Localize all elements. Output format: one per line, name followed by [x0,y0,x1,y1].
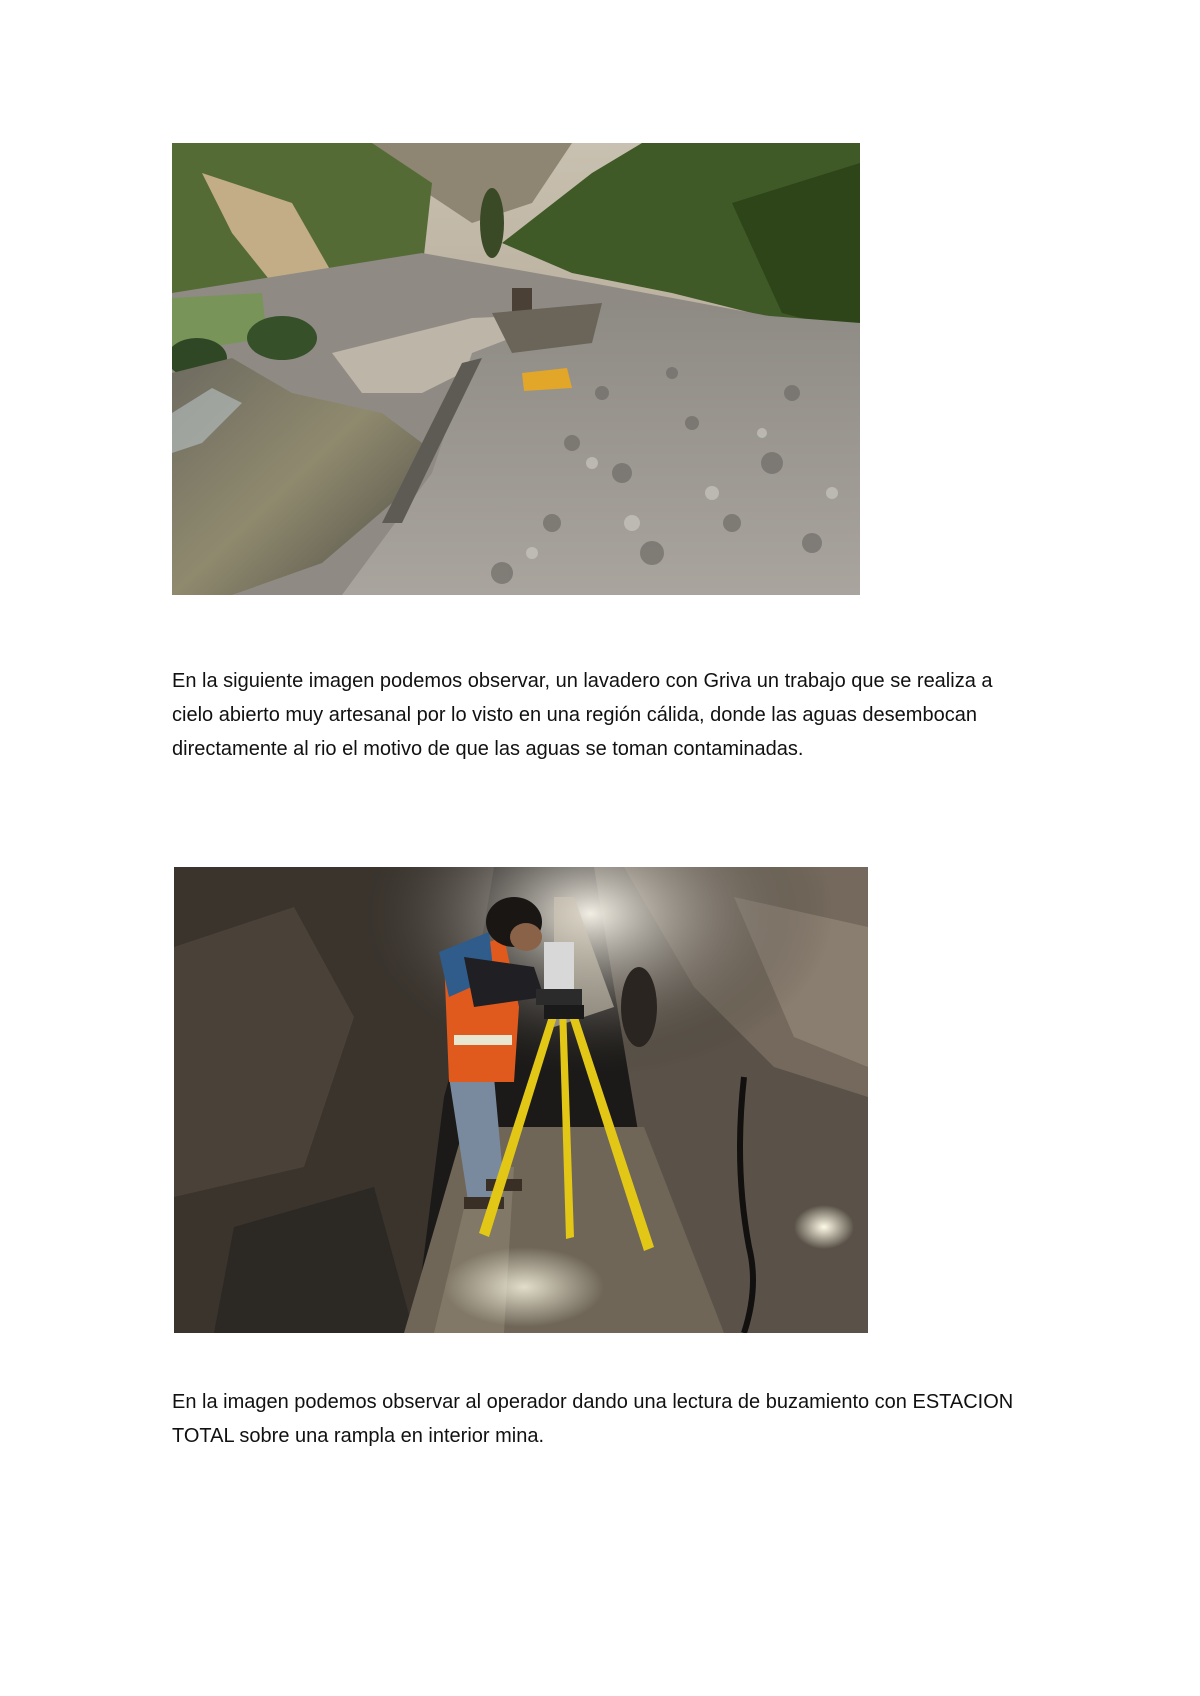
caption-first: En la siguiente imagen podemos observar, un lavadero con Griva un trabajo que se realiza a cielo abierto muy artesanal por lo visto en una región cálida, donde las aguas desembocan directamente al rio el motivo de que las aguas se toman contaminadas. [172,670,993,760]
river-valley-photo [172,143,860,595]
caption-second: En la imagen podemos observar al operador dando una lectura de buzamiento con ESTACION TOTAL sobre una rampla en interior mina. [172,1391,1014,1447]
mine-survey-photo [174,867,868,1333]
